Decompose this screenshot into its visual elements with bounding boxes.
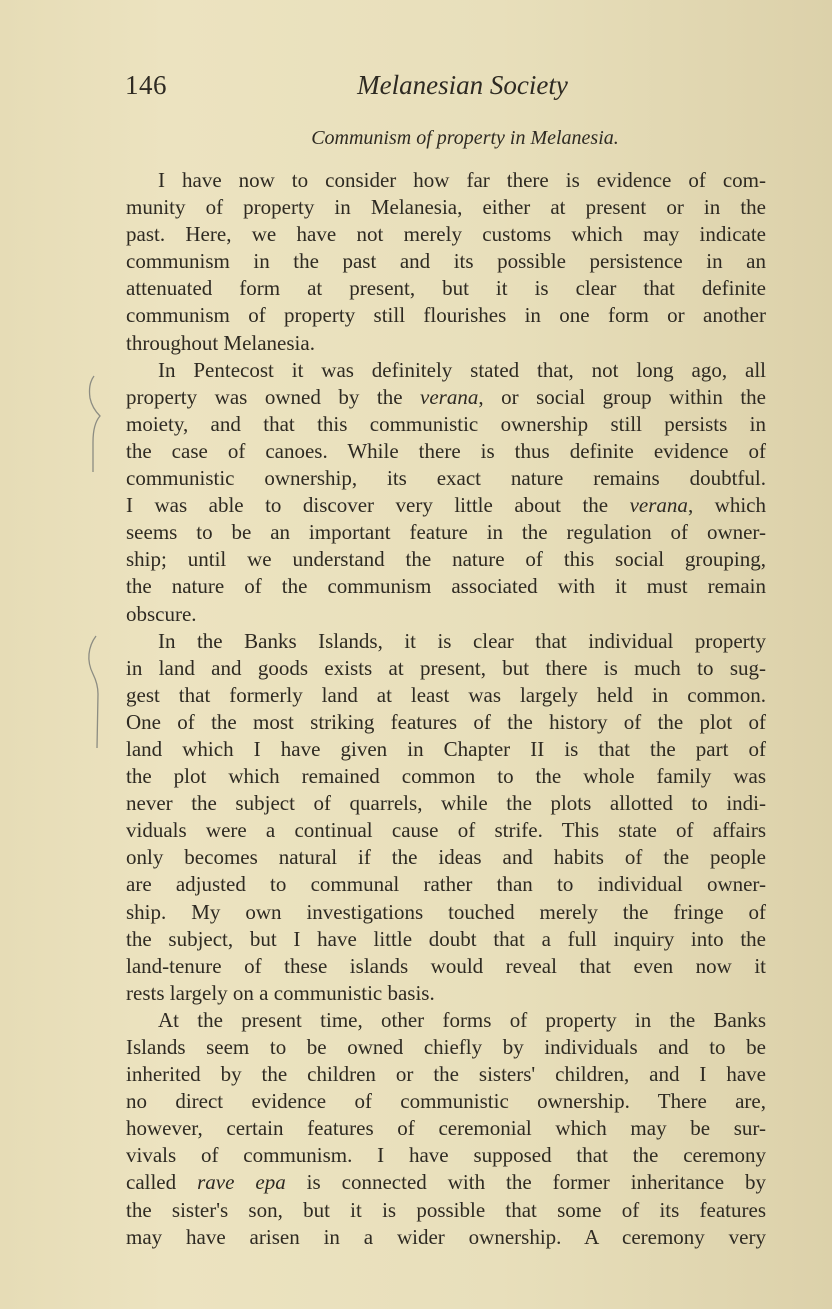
text-line: gest that formerly land at least was largely held in common. (126, 682, 766, 707)
text-line: munity of property in Melanesia, either at present or in the (126, 195, 766, 220)
text-line: I was able to discover very little about the verana, which (126, 493, 766, 518)
text-line: In the Banks Islands, it is clear that individual property (158, 628, 766, 653)
text-line: the case of canoes. While there is thus definite evidence of (126, 438, 766, 463)
text-line: property was owned by the verana, or social group within the (126, 384, 766, 409)
text-line: communistic ownership, its exact nature remains doubtful. (126, 466, 766, 491)
text-line: the sister's son, but it is possible that some of its features (126, 1197, 766, 1222)
italic-term: verana (420, 384, 479, 409)
text-line: only becomes natural if the ideas and habits of the people (126, 845, 766, 870)
italic-term: verana (629, 493, 688, 518)
text-line: may have arisen in a wider ownership. A ceremony very (126, 1224, 766, 1249)
text-line: land-tenure of these islands would reveal that even now it (126, 953, 766, 978)
text-line: At the present time, other forms of property in the Banks (158, 1007, 766, 1032)
text-line: viduals were a continual cause of strife. This state of affairs (126, 818, 766, 843)
text-line: in land and goods exists at present, but there is much to sug- (126, 655, 766, 680)
text-line: In Pentecost it was definitely stated that, not long ago, all (158, 357, 766, 382)
text-line: however, certain features of ceremonial which may be sur- (126, 1116, 766, 1141)
pencil-bracket-banks-islands-icon (84, 630, 114, 750)
running-head (125, 70, 770, 110)
text-line: no direct evidence of communistic ownership. There are, (126, 1089, 766, 1114)
text-line: ship; until we understand the nature of this social grouping, (126, 547, 766, 572)
page-number: 146 (125, 70, 167, 100)
italic-term: rave epa (197, 1170, 286, 1195)
text-line: ship. My own investigations touched merely the fringe of (126, 899, 766, 924)
body-text (126, 167, 766, 1251)
text-line: the nature of the communism associated with it must remain (126, 574, 766, 599)
text-line: communism of property still flourishes in one form or another (126, 303, 766, 328)
paragraph (126, 167, 766, 357)
text-line: I have now to consider how far there is evidence of com- (158, 168, 766, 192)
text-line: rests largely on a communistic basis. (126, 980, 435, 1005)
text-line: seems to be an important feature in the regulation of owner- (126, 520, 766, 545)
pencil-bracket-pentecost-icon (84, 372, 114, 482)
text-line: One of the most striking features of the history of the plot of (126, 709, 766, 734)
text-line: throughout Melanesia. (126, 330, 315, 355)
text-line: inherited by the children or the sisters' children, and I have (126, 1062, 766, 1087)
section-heading: Communism of property in Melanesia. (311, 127, 619, 149)
text-line: the plot which remained common to the whole family was (126, 764, 766, 789)
text-line: attenuated form at present, but it is clear that definite (126, 276, 766, 301)
text-line: the subject, but I have little doubt that a full inquiry into the (126, 926, 766, 951)
text-line: are adjusted to communal rather than to individual owner- (126, 872, 766, 897)
paragraph (126, 357, 766, 628)
text-line: vivals of communism. I have supposed that the ceremony (126, 1143, 766, 1168)
text-line: obscure. (126, 601, 197, 626)
text-line: called rave epa is connected with the former inheritance by (126, 1170, 767, 1195)
paragraph (126, 1007, 766, 1251)
text-line: past. Here, we have not merely customs which may indicate (126, 222, 766, 247)
text-line: moiety, and that this communistic ownership still persists in (126, 411, 766, 436)
running-title: Melanesian Society (357, 70, 568, 100)
text-line: Islands seem to be owned chiefly by individuals and to be (126, 1035, 766, 1059)
text-line: never the subject of quarrels, while the plots allotted to indi- (126, 791, 766, 816)
text-line: communism in the past and its possible persistence in an (126, 249, 766, 274)
text-line: land which I have given in Chapter II is that the part of (126, 736, 766, 761)
paragraph (126, 628, 766, 1007)
